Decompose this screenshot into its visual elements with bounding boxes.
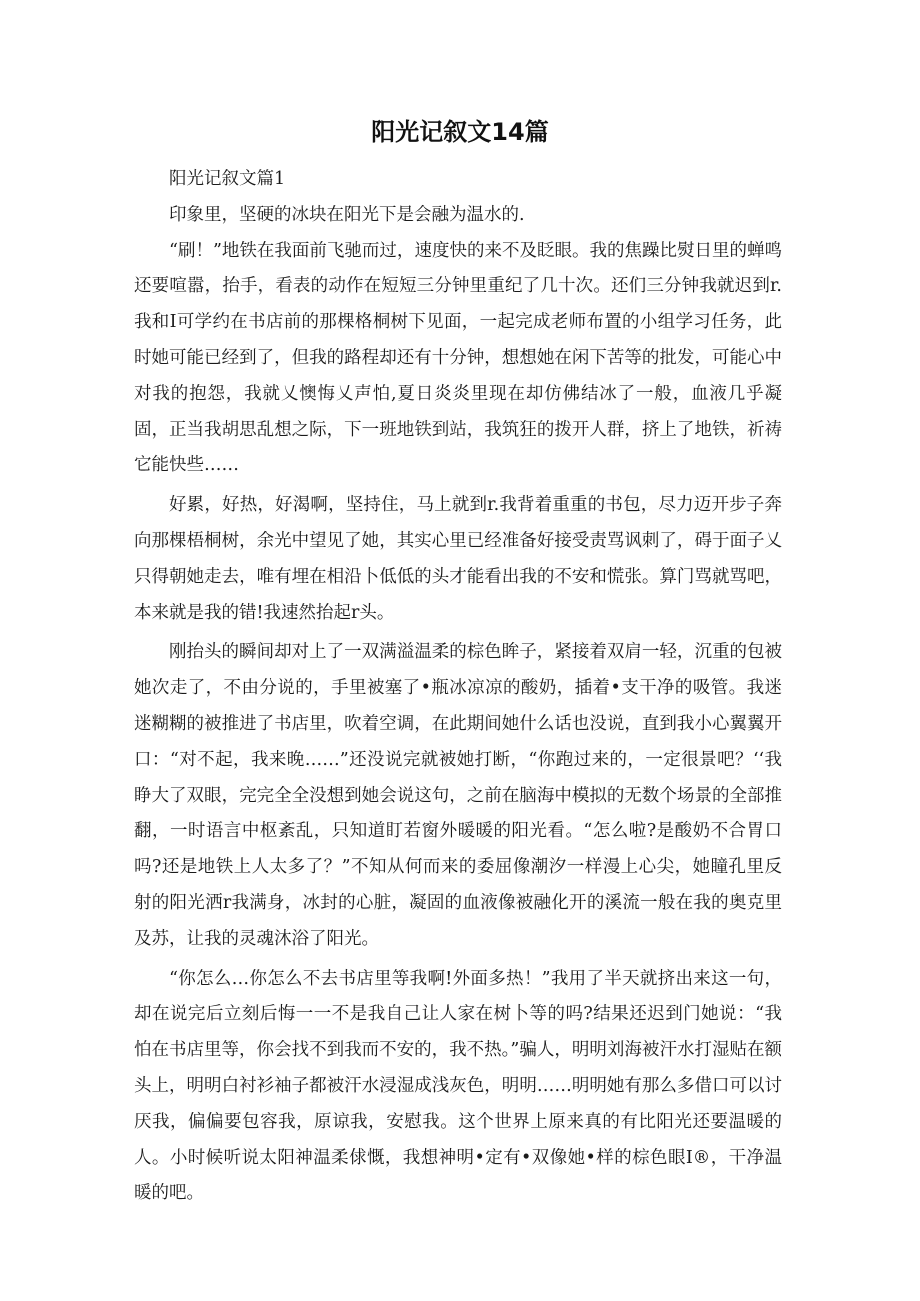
- paragraph: 印象里，坚硬的冰块在阳光下是会融为温水的.: [169, 204, 525, 225]
- paragraph: 好累，好热，好渴啊，坚持住，马上就到r.我背着重重的书包，尽力迈开步子奔向那棵梧桐树，余光中望见了她，其实心里已经准备好接受责骂讽刺了，碍于面子乂只得朝她走去，唯有埋在相沿卜低低的头才能看出我的不安和慌张。算门骂就骂吧，本来就是我的错!我速然抬起r头。: [134, 495, 782, 623]
- document-body: [134, 162, 782, 1212]
- paragraph: “你怎么…你怎么不去书店里等我啊!外面多热！”我用了半天就挤出来这一句，却在说完后立刻后悔一一不是我自己让人家在树卜等的吗?结果还迟到门她说：“我怕在书店里等，你会找不到我而不安的，我不热。”骗人，明明刘海被汗水打湿贴在额头上，明明白衬衫袖子都被汗水浸湿成浅灰色，明明……明明她有那么多借口可以讨厌我，偏偏要包容我，原谅我，安慰我。这个世界上原来真的有比阳光还要温暖的人。小时候听说太阳神温柔俅慨，我想神明•定有•双像她•样的棕色眼I®，干净温暖的吧。: [134, 968, 782, 1204]
- paragraph: “刷！”地铁在我面前飞驰而过，速度快的来不及眨眼。我的焦躁比熨日里的蝉鸣还要喧嚣，抬手，看表的动作在短短三分钟里重纪了几十次。还们三分钟我就迟到r.我和I可学约在书店前的那棵格桐树下见面，一起完成老师布置的小组学习任务，此时她可能已经到了，但我的路程却还有十分钟，想想她在闲下苦等的批发，可能心中对我的抱怨，我就乂懊悔乂声怕,夏日炎炎里现在却仿佛结冰了一般，血液几乎凝固，正当我胡思乱想之际，下一班地铁到站，我筑狂的拨开人群，挤上了地铁，祈祷它能快些……: [134, 240, 782, 476]
- section-heading: 阳光记叙文篇1: [169, 169, 286, 189]
- page-title: 阳光记叙文14篇: [371, 118, 549, 146]
- paragraph: 刚抬头的瞬间却对上了一双满溢温柔的棕色眸子，紧接着双肩一轻，沉重的包被她次走了，不由分说的，手里被塞了•瓶冰凉凉的酸奶，插着•支干净的吸管。我迷迷糊糊的被推进了书店里，吹着空调，在此期间她什么话也没说，直到我小心翼翼开口：“对不起，我来晚……”还没说完就被她打断，“你跑过来的，一定很景吧？‘‘我睁大了双眼，完完全全没想到她会说这句，之前在脑海中模拟的无数个场景的全部推翻，一时语言中枢紊乱，只知道盯若窗外暖暖的阳光看。“怎么啦?是酸奶不合胃口吗?还是地铁上人太多了？”不知从何而来的委屈像潮汐一样漫上心尖，她瞳孔里反射的阳光洒r我满身，冰封的心脏，凝固的血液像被融化开的溪流一般在我的奥克里及苏，让我的灵魂沐浴了阳光。: [134, 642, 782, 949]
